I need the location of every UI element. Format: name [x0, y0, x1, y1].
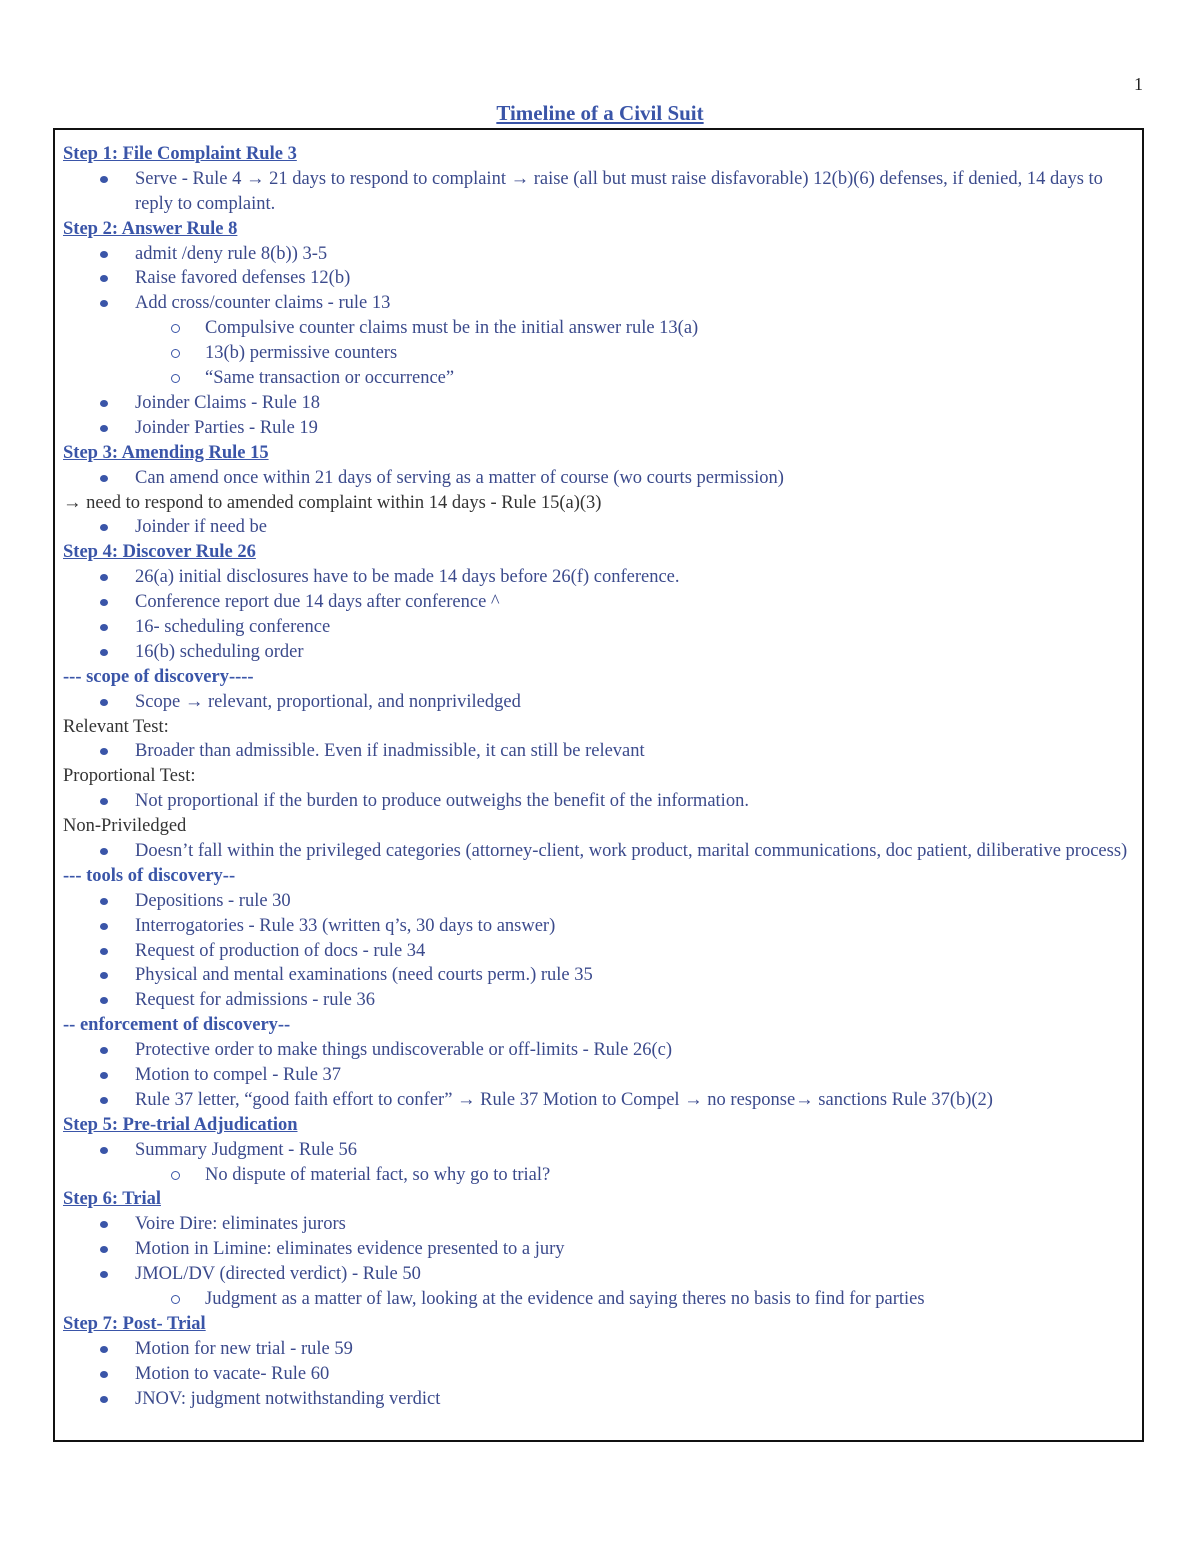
bullet-dot-icon: [100, 798, 108, 805]
bullet-item: [63, 939, 1143, 964]
bullet-item: [63, 1337, 1143, 1362]
bullet-dot-icon: [100, 1246, 108, 1253]
bullet-dot-icon: [100, 176, 108, 183]
plain-line-text: Non-Priviledged: [63, 816, 187, 837]
step-heading: [63, 1187, 1143, 1212]
bullet-dot-icon: [100, 997, 108, 1004]
bullet-item-text: Joinder if need be: [135, 517, 268, 538]
hollow-bullet-icon: [171, 374, 180, 383]
bullet-item: [63, 565, 1143, 590]
bullet-dot-icon: [100, 599, 108, 606]
plain-line: [63, 814, 1143, 839]
hollow-bullet-icon: [171, 349, 180, 358]
section-divider: [63, 1013, 1143, 1038]
bullet-dot-icon: [100, 524, 108, 531]
bullet-item-text: Voire Dire: eliminates jurors: [135, 1214, 346, 1235]
bullet-item-text: Motion to compel - Rule 37: [135, 1065, 342, 1085]
bullet-item-text: 26(a) initial disclosures have to be made 14 days before 26(f) conference.: [135, 567, 680, 588]
bullet-item-text: Request of production of docs - rule 34: [135, 940, 426, 961]
bullet-dot-icon: [100, 275, 108, 282]
plain-line-text: → need to respond to amended complaint within 14 days - Rule 15(a)(3): [63, 492, 602, 513]
bullet-item: [63, 1063, 1143, 1088]
plain-line-text: Relevant Test:: [63, 716, 169, 737]
bullet-item: [63, 1038, 1143, 1063]
bullet-dot-icon: [100, 649, 108, 656]
sub-bullet-item: [63, 366, 1143, 391]
bullet-item-text: Summary Judgment - Rule 56: [135, 1139, 357, 1160]
bullet-dot-icon: [100, 748, 108, 755]
bullet-item-text: Physical and mental examinations (need courts perm.) rule 35: [135, 965, 593, 986]
bullet-item: [63, 988, 1143, 1013]
bullet-item-text: Can amend once within 21 days of serving as a matter of course (wo courts permission): [135, 467, 784, 488]
bullet-item-text: Motion for new trial - rule 59: [135, 1338, 353, 1359]
bullet-item-text: Motion in Limine: eliminates evidence presented to a jury: [135, 1239, 565, 1260]
sub-bullet-item: [63, 341, 1143, 366]
sub-bullet-item: [63, 316, 1143, 341]
bullet-item-text: Request for admissions - rule 36: [135, 990, 375, 1011]
bullet-item: [63, 167, 1143, 217]
bullet-item: [63, 1237, 1143, 1262]
bullet-item: [63, 640, 1143, 665]
bullet-item: [63, 690, 1143, 715]
bullet-item-text: Motion to vacate- Rule 60: [135, 1363, 330, 1384]
bullet-item: [63, 914, 1143, 939]
step-heading: [63, 1113, 1143, 1138]
bullet-item-text: Scope → relevant, proportional, and nonpriviledged: [135, 691, 521, 712]
step-heading-text: Step 3: Amending Rule 15: [63, 442, 269, 463]
page-number: 1: [1134, 74, 1143, 94]
hollow-bullet-icon: [171, 1295, 180, 1304]
step-heading-text: Step 7: Post- Trial: [63, 1313, 206, 1334]
bullet-dot-icon: [100, 300, 108, 307]
bullet-item-text: Add cross/counter claims - rule 13: [135, 293, 391, 314]
document-title: Timeline of a Civil Suit: [496, 101, 704, 125]
bullet-item: [63, 590, 1143, 615]
bullet-dot-icon: [100, 1396, 108, 1403]
sub-bullet-item-text: Compulsive counter claims must be in the initial answer rule 13(a): [205, 318, 699, 339]
document-body: [63, 142, 1143, 1411]
bullet-item-text: Protective order to make things undiscoverable or off-limits - Rule 26(c): [135, 1040, 673, 1061]
bullet-item: [63, 242, 1143, 267]
sub-bullet-item: [63, 1163, 1143, 1188]
bullet-item-text: Not proportional if the burden to produce outweighs the benefit of the information.: [135, 791, 749, 812]
bullet-item: [63, 1212, 1143, 1237]
bullet-item-text: 16(b) scheduling order: [135, 641, 304, 662]
bullet-item: [63, 1387, 1143, 1412]
plain-line: [63, 764, 1143, 789]
bullet-item: [63, 1262, 1143, 1287]
sub-bullet-item-text: Judgment as a matter of law, looking at the evidence and saying theres no basis to find for parties: [205, 1289, 925, 1310]
bullet-item: [63, 789, 1143, 814]
hollow-bullet-icon: [171, 324, 180, 333]
step-heading: [63, 142, 1143, 167]
bullet-dot-icon: [100, 1371, 108, 1378]
bullet-item: [63, 889, 1143, 914]
section-divider-text: --- scope of discovery----: [63, 666, 254, 687]
bullet-item: [63, 1138, 1143, 1163]
bullet-item: [63, 1088, 1143, 1113]
step-heading-text: Step 6: Trial: [63, 1189, 161, 1210]
bullet-dot-icon: [100, 475, 108, 482]
sub-bullet-item-text: 13(b) permissive counters: [205, 343, 398, 364]
step-heading: [63, 1312, 1143, 1337]
bullet-dot-icon: [100, 1346, 108, 1353]
bullet-item: [63, 963, 1143, 988]
bullet-item-text: Rule 37 letter, “good faith effort to confer” → Rule 37 Motion to Compel → no response→ sanctions Rule 37(b)(2): [135, 1089, 993, 1110]
bullet-dot-icon: [100, 574, 108, 581]
bullet-item-text: Interrogatories - Rule 33 (written q’s, 30 days to answer): [135, 915, 556, 936]
bullet-item-text: Raise favored defenses 12(b): [135, 268, 351, 289]
bullet-dot-icon: [100, 1097, 108, 1104]
bullet-item: [63, 839, 1143, 864]
bullet-item-text: Joinder Claims - Rule 18: [135, 392, 320, 413]
bullet-dot-icon: [100, 948, 108, 955]
bullet-item-text: Depositions - rule 30: [135, 890, 291, 911]
plain-line-text: Proportional Test:: [63, 766, 196, 787]
plain-line: [63, 715, 1143, 740]
bullet-item: [63, 615, 1143, 640]
step-heading: [63, 441, 1143, 466]
bullet-item-text: admit /deny rule 8(b)) 3-5: [135, 243, 328, 264]
hollow-bullet-icon: [171, 1171, 180, 1180]
bullet-dot-icon: [100, 425, 108, 432]
bullet-item-text: Conference report due 14 days after conference ^: [135, 592, 500, 613]
bullet-item: [63, 515, 1143, 540]
section-divider: [63, 665, 1143, 690]
bullet-dot-icon: [100, 624, 108, 631]
bullet-item-text: JMOL/DV (directed verdict) - Rule 50: [135, 1264, 421, 1285]
bullet-dot-icon: [100, 251, 108, 258]
bullet-dot-icon: [100, 1072, 108, 1079]
bullet-dot-icon: [100, 1147, 108, 1154]
bullet-dot-icon: [100, 1221, 108, 1228]
bullet-item-text: 16- scheduling conference: [135, 616, 331, 637]
sub-bullet-item-text: “Same transaction or occurrence”: [205, 368, 455, 389]
step-heading-text: Step 2: Answer Rule 8: [63, 218, 238, 239]
bullet-dot-icon: [100, 699, 108, 706]
section-divider-text: --- tools of discovery--: [63, 865, 236, 886]
bullet-dot-icon: [100, 400, 108, 407]
sub-bullet-item: [63, 1287, 1143, 1312]
section-divider: [63, 864, 1143, 889]
bullet-item: [63, 391, 1143, 416]
section-divider-text: -- enforcement of discovery--: [63, 1015, 291, 1036]
step-heading-text: Step 4: Discover Rule 26: [63, 542, 256, 563]
bullet-dot-icon: [100, 972, 108, 979]
bullet-item-text: Serve - Rule 4 → 21 days to respond to complaint → raise (all but must raise disfavorable) 12(b)(6) defenses, if denied, 14 days to reply to complaint.: [135, 168, 1103, 214]
bullet-dot-icon: [100, 848, 108, 855]
step-heading-text: Step 5: Pre-trial Adjudication: [63, 1114, 298, 1135]
bullet-item: [63, 266, 1143, 291]
step-heading-text: Step 1: File Complaint Rule 3: [63, 144, 297, 164]
bullet-item-text: Doesn’t fall within the privileged categories (attorney-client, work product, marital communications, doc patient, diliberative process): [135, 840, 1128, 861]
bullet-dot-icon: [100, 923, 108, 930]
plain-line: [63, 491, 1143, 516]
bullet-dot-icon: [100, 1047, 108, 1054]
bullet-item: [63, 1362, 1143, 1387]
step-heading: [63, 540, 1143, 565]
bullet-item-text: JNOV: judgment notwithstanding verdict: [135, 1388, 441, 1409]
sub-bullet-item-text: No dispute of material fact, so why go to trial?: [205, 1164, 551, 1185]
bullet-item: [63, 466, 1143, 491]
bullet-item-text: Joinder Parties - Rule 19: [135, 417, 318, 438]
bullet-item-text: Broader than admissible. Even if inadmissible, it can still be relevant: [135, 741, 645, 762]
bullet-dot-icon: [100, 898, 108, 905]
bullet-item: [63, 291, 1143, 316]
step-heading: [63, 217, 1143, 242]
bullet-dot-icon: [100, 1271, 108, 1278]
bullet-item: [63, 739, 1143, 764]
bullet-item: [63, 416, 1143, 441]
